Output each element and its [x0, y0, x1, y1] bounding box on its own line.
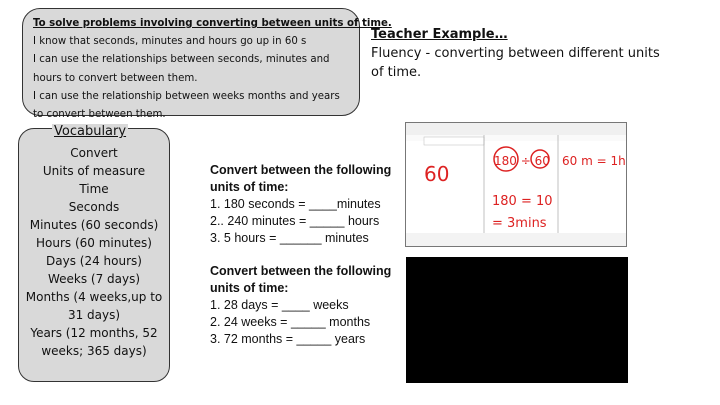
convert-question: 3. 5 hours = ______ minutes [210, 231, 369, 245]
vocabulary-item: Months (4 weeks,up to 31 days) [25, 290, 163, 322]
vocabulary-item: Time [79, 182, 109, 196]
vocabulary-item: Days (24 hours) [46, 254, 142, 268]
vocabulary-item: Minutes (60 seconds) [29, 218, 159, 232]
vocabulary-item: Units of measure [42, 164, 146, 178]
convert-question: 1. 180 seconds = ____minutes [210, 197, 381, 211]
vocabulary-heading: Vocabulary [54, 124, 127, 139]
whiteboard-text: 180 = 10 [492, 194, 553, 209]
example-title-block [371, 25, 671, 82]
example-title: Teacher Example… [371, 27, 508, 42]
objective-item: I know that seconds, minutes and hours go up in 60 s [33, 36, 307, 48]
example-subtitle: Fluency - converting between different units of time. [371, 46, 660, 80]
whiteboard-text: 60 [424, 162, 450, 186]
convert-title: Convert between the following units of time: [210, 264, 392, 295]
vocabulary-item: Years (12 months, 52 weeks; 365 days) [30, 326, 158, 358]
vocabulary-item: Weeks (7 days) [47, 272, 141, 286]
objective-item: I can use the relationships between seconds, minutes and hours to convert between them. [33, 54, 330, 84]
vocabulary-item: Convert [70, 146, 118, 160]
objective-item: I can use the relationship between weeks months and years to convert between them. [33, 90, 340, 121]
convert-question: 2. 24 weeks = _____ months [210, 315, 371, 329]
video-panel[interactable] [406, 257, 628, 383]
convert-title: Convert between the following units of time: [210, 163, 392, 194]
convert-question: 2.. 240 minutes = _____ hours [210, 214, 380, 228]
whiteboard-text: 180 ÷ 60 [494, 154, 550, 168]
convert-questions-2 [210, 263, 410, 348]
convert-question: 1. 28 days = ____ weeks [210, 298, 349, 312]
convert-questions-1 [210, 162, 410, 247]
objectives-box [22, 8, 392, 121]
vocabulary-list [22, 144, 166, 360]
whiteboard-screenshot [405, 122, 627, 247]
vocabulary-item: Hours (60 minutes) [36, 236, 152, 250]
whiteboard-text: = 3mins [492, 216, 547, 231]
whiteboard-text: 60 m = 1h [562, 154, 626, 168]
vocabulary-item: Seconds [68, 200, 120, 214]
objectives-heading: To solve problems involving converting between units of time. [33, 18, 392, 29]
whiteboard-drawing [406, 123, 627, 247]
convert-question: 3. 72 months = _____ years [210, 332, 366, 346]
